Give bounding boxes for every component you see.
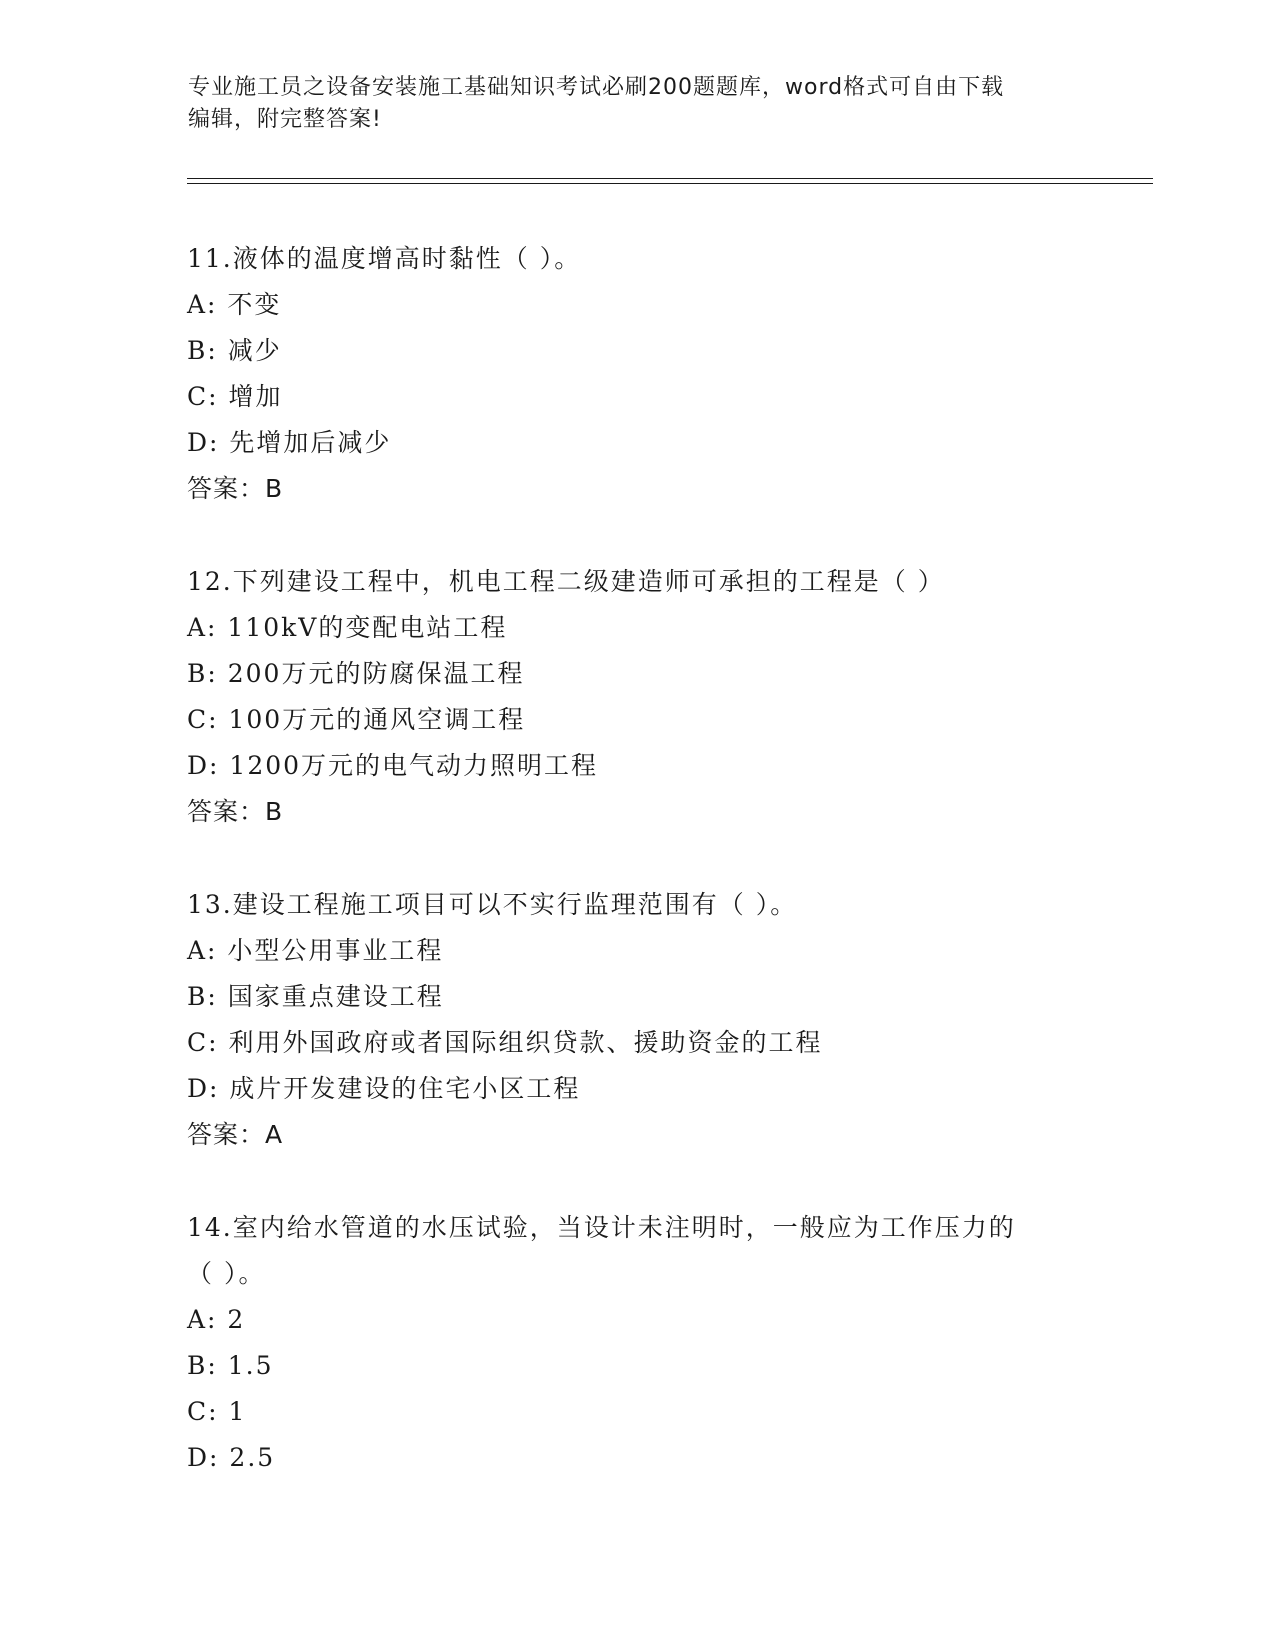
document-header [188, 72, 1088, 136]
question-stem-line-1: 14.室内给水管道的水压试验，当设计未注明时，一般应为工作压力的 [187, 1213, 1016, 1242]
header-title-line-1: 专业施工员之设备安装施工基础知识考试必刷200题题库，word格式可自由下载 [188, 75, 1005, 100]
option-c: C: 利用外国政府或者国际组织贷款、援助资金的工程 [187, 1028, 823, 1057]
header-divider-bottom [187, 183, 1153, 184]
option-d: D: 先增加后减少 [187, 428, 392, 457]
option-a: A: 2 [187, 1305, 246, 1334]
header-divider-top [187, 178, 1153, 179]
question-stem: 13.建设工程施工项目可以不实行监理范围有（ ）。 [187, 890, 798, 919]
question-stem: 12.下列建设工程中，机电工程二级建造师可承担的工程是（ ） [187, 567, 945, 596]
header-title-line-2: 编辑，附完整答案! [188, 107, 382, 132]
option-a: A: 小型公用事业工程 [187, 936, 444, 965]
option-a: A: 不变 [187, 290, 282, 319]
option-a: A: 110kV的变配电站工程 [187, 613, 508, 642]
answer-line: 答案：A [187, 1120, 284, 1149]
question-14 [187, 1205, 1137, 1481]
option-c: C: 100万元的通风空调工程 [187, 705, 526, 734]
option-b: B: 减少 [187, 336, 282, 365]
question-stem: 11.液体的温度增高时黏性（ ）。 [187, 244, 582, 273]
option-b: B: 200万元的防腐保温工程 [187, 659, 525, 688]
question-list [187, 236, 1137, 1528]
question-stem-line-2: （ ）。 [187, 1259, 266, 1288]
answer-line: 答案：B [187, 797, 284, 826]
option-b: B: 1.5 [187, 1351, 274, 1380]
question-13 [187, 882, 1137, 1158]
option-d: D: 成片开发建设的住宅小区工程 [187, 1074, 581, 1103]
question-11 [187, 236, 1137, 512]
option-d: D: 2.5 [187, 1443, 276, 1472]
option-c: C: 增加 [187, 382, 283, 411]
option-b: B: 国家重点建设工程 [187, 982, 444, 1011]
option-d: D: 1200万元的电气动力照明工程 [187, 751, 599, 780]
question-12 [187, 559, 1137, 835]
option-c: C: 1 [187, 1397, 247, 1426]
answer-line: 答案：B [187, 474, 284, 503]
